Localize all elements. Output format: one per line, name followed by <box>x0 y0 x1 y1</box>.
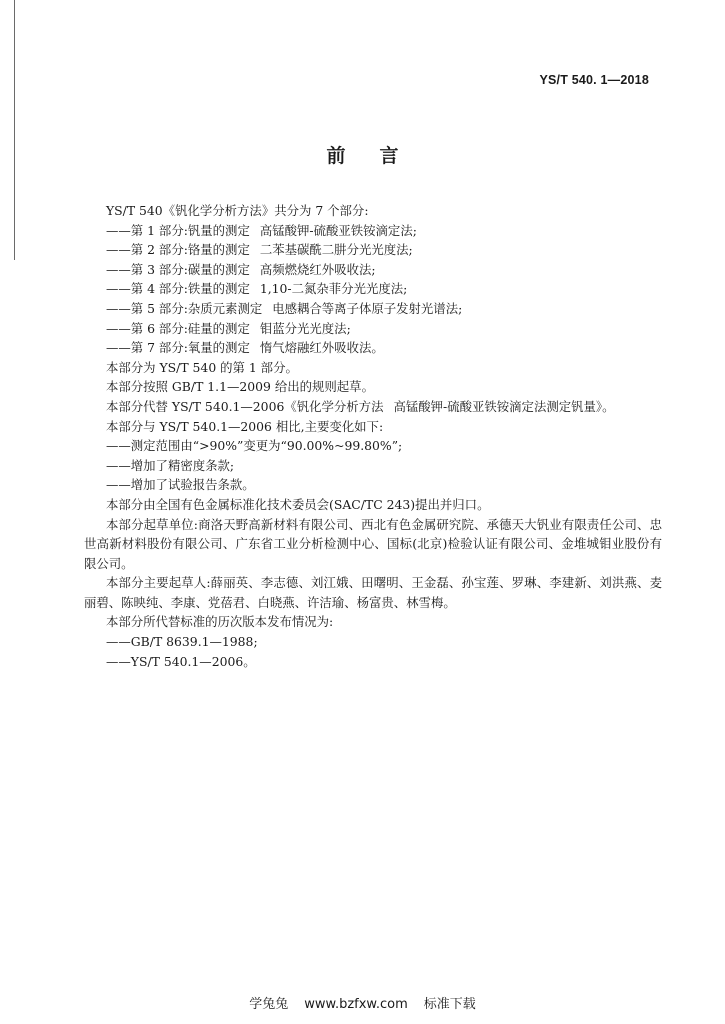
part-item <box>84 260 662 280</box>
part-label: ——第 7 部分:氧量的测定 <box>106 340 250 356</box>
part-method: 1,10-二氮杂菲分光光度法; <box>259 281 408 297</box>
footer-site-name: 学兔兔 <box>249 997 289 1012</box>
history-item: ——GB/T 8639.1—1988; <box>106 634 258 650</box>
part-label: ——第 5 部分:杂质元素测定 <box>106 300 263 316</box>
changes-intro: 本部分与 YS/T 540.1—2006 相比,主要变化如下: <box>106 418 384 434</box>
page-title: 前言 <box>326 145 433 167</box>
replaces-prefix: 本部分代替 YS/T 540.1—2006《钒化学分析方法 <box>106 398 384 414</box>
part-item <box>84 240 662 260</box>
history-intro: 本部分所代替标准的历次版本发布情况为: <box>106 614 334 630</box>
part-method: 二苯基碳酰二肼分光光度法; <box>259 242 413 258</box>
part-label: ——第 4 部分:铁量的测定 <box>106 281 250 297</box>
proposed-by-statement: 本部分由全国有色金属标准化技术委员会(SAC/TC 243)提出并归口。 <box>106 496 490 512</box>
foreword-body <box>84 201 662 671</box>
drafters-paragraph: 本部分主要起草人:薛丽英、李志德、刘江娥、田曙明、王金磊、孙宝莲、罗琳、李建新、刘洪燕、麦丽碧、陈映纯、李康、党蓓君、白晓燕、许洁瑜、杨富贵、林雪梅。 <box>84 575 662 610</box>
part-label: ——第 1 部分:钒量的测定 <box>106 222 250 238</box>
change-item: ——测定范围由“>90%”变更为“90.00%~99.80%”; <box>106 438 403 454</box>
part-method: 高锰酸钾-硫酸亚铁铵滴定法; <box>259 222 417 238</box>
page-edge-rule <box>14 0 15 260</box>
part-label: ——第 2 部分:铬量的测定 <box>106 242 250 258</box>
footer-watermark <box>0 993 725 1012</box>
part-method: 惰气熔融红外吸收法。 <box>259 340 384 356</box>
part-method: 电感耦合等离子体原子发射光谱法; <box>272 300 463 316</box>
part-item <box>84 299 662 319</box>
footer-slogan: 标准下载 <box>423 997 476 1012</box>
replaces-statement <box>84 397 662 417</box>
intro-line: YS/T 540《钒化学分析方法》共分为 7 个部分: <box>106 203 369 218</box>
drafting-rule-statement: 本部分按照 GB/T 1.1—2009 给出的规则起草。 <box>106 379 374 395</box>
standard-code: YS/T 540. 1—2018 <box>539 73 649 87</box>
change-item: ——增加了精密度条款; <box>106 457 235 473</box>
part-label: ——第 6 部分:硅量的测定 <box>106 320 250 336</box>
part-label: ——第 3 部分:碳量的测定 <box>106 261 250 277</box>
change-item: ——增加了试验报告条款。 <box>106 477 255 493</box>
footer-url[interactable]: www.bzfxw.com <box>304 997 408 1012</box>
history-item: ——YS/T 540.1—2006。 <box>106 653 256 669</box>
replaces-suffix: 高锰酸钾-硫酸亚铁铵滴定法测定钒量》。 <box>393 398 615 414</box>
part-item <box>84 221 662 241</box>
part-item <box>84 338 662 358</box>
this-part-statement: 本部分为 YS/T 540 的第 1 部分。 <box>106 359 298 375</box>
part-item <box>84 279 662 299</box>
part-method: 高频燃烧红外吸收法; <box>259 261 376 277</box>
part-method: 钼蓝分光光度法; <box>259 320 351 336</box>
drafting-units-paragraph: 本部分起草单位:商洛天野高新材料有限公司、西北有色金属研究院、承德天大钒业有限责任公司、忠世高新材料股份有限公司、广东省工业分析检测中心、国标(北京)检验认证有限公司、金堆城钼业股份有限公司。 <box>84 516 662 571</box>
part-item <box>84 319 662 339</box>
